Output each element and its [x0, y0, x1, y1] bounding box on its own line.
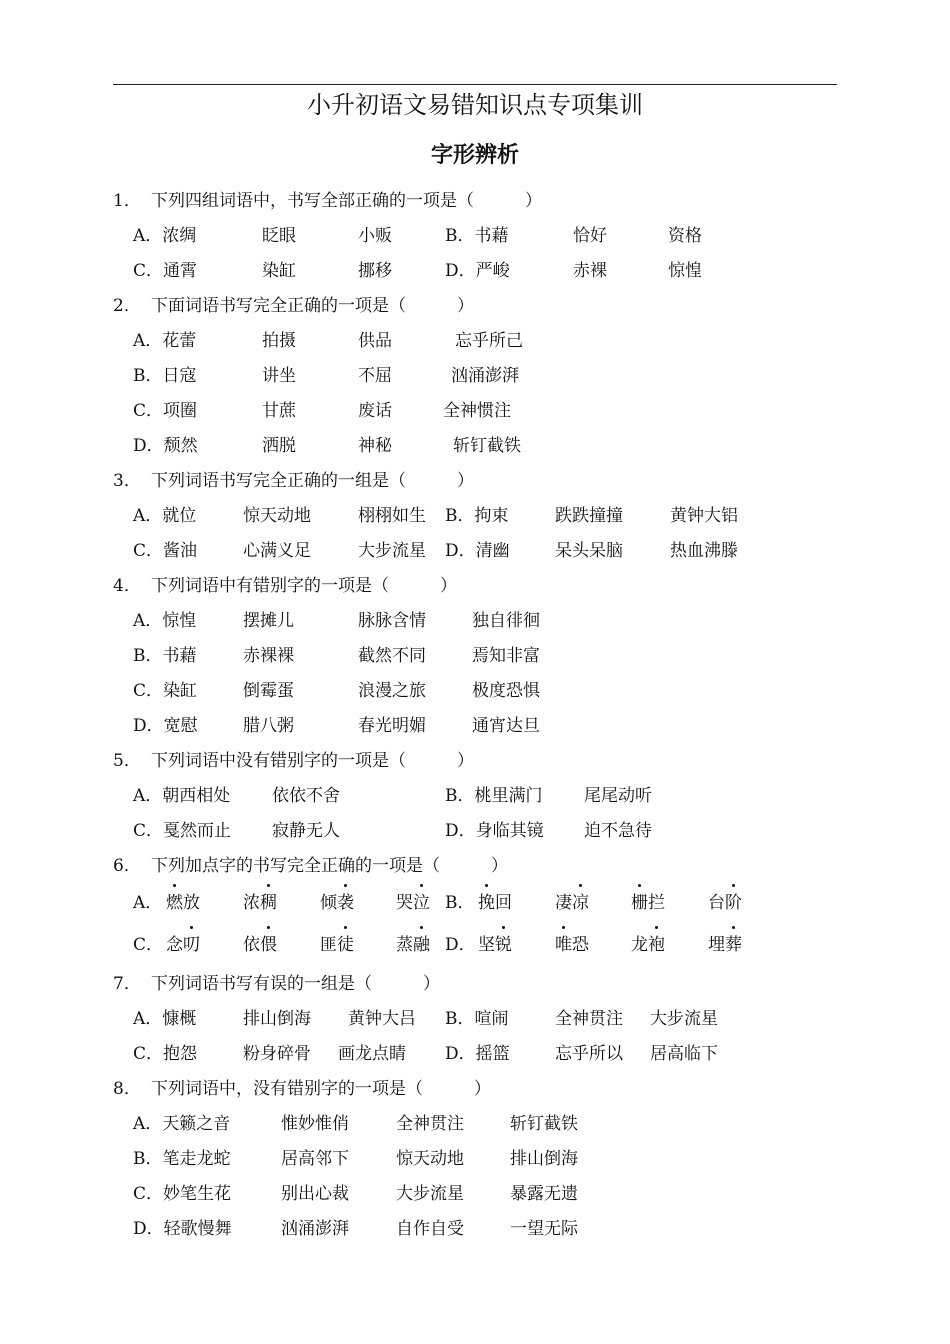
option-word: 腊八粥	[243, 716, 294, 736]
option-word: 惊天动地	[396, 1149, 464, 1169]
option-d-label: D．身临其镜	[445, 821, 544, 841]
option-word: 供品	[358, 331, 392, 351]
option-word: 大步流星	[650, 1009, 718, 1029]
q5-row-cd	[0, 819, 950, 845]
option-d-label: D．清幽	[445, 541, 510, 561]
q8-row-d	[0, 1217, 950, 1243]
dotted-char: 袍	[648, 935, 665, 955]
option-c-label: C．酱油	[133, 541, 198, 561]
option-b-label: B．喧闹	[445, 1009, 509, 1029]
option-word: 赤裸	[573, 261, 607, 281]
q4-row-c	[0, 679, 950, 705]
dotted-char: 叨	[183, 935, 200, 955]
option-word: 寂静无人	[272, 821, 340, 841]
option-word: 惊天动地	[243, 506, 311, 526]
dotted-char: 融	[413, 935, 430, 955]
option-word: 念叨	[166, 935, 200, 955]
option-word: 拍摄	[262, 331, 296, 351]
option-word: 黄钟大吕	[348, 1009, 416, 1029]
question-2	[113, 294, 474, 318]
q6-row-cd	[0, 933, 950, 959]
option-word: 一望无际	[510, 1219, 578, 1239]
option-word: 台阶	[708, 893, 742, 913]
q4-row-a	[0, 609, 950, 635]
option-word: 栅拦	[631, 893, 665, 913]
option-d-label: D．	[445, 935, 476, 955]
option-word: 自作自受	[396, 1219, 464, 1239]
option-word: 脉脉含情	[358, 611, 426, 631]
q3-row-ab	[0, 504, 950, 530]
option-word: 神秘	[358, 436, 392, 456]
option-word: 黄钟大铝	[670, 506, 738, 526]
dotted-char: 燃	[166, 893, 183, 913]
dotted-char: 锐	[495, 935, 512, 955]
question-number: 1．	[113, 191, 141, 211]
option-word: 染缸	[262, 261, 296, 281]
option-word: 倒霉蛋	[243, 681, 294, 701]
question-8	[113, 1077, 491, 1101]
option-word: 哭泣	[396, 893, 430, 913]
option-a-label: A．就位	[133, 506, 197, 526]
option-word: 埋葬	[708, 935, 742, 955]
question-stem: 下列四组词语中，书写全部正确的一项是（ ）	[151, 191, 542, 211]
question-number: 4．	[113, 576, 141, 596]
q5-row-ab	[0, 784, 950, 810]
dotted-char: 阶	[725, 893, 742, 913]
page-title: 小升初语文易错知识点专项集训	[307, 91, 643, 119]
dotted-char: 徒	[337, 935, 354, 955]
section-subtitle: 字形辨析	[430, 143, 519, 168]
option-d-label: D．颓然	[133, 436, 198, 456]
option-word: 讲坐	[262, 366, 296, 386]
option-word: 心满义足	[243, 541, 311, 561]
option-word: 匪徒	[320, 935, 354, 955]
option-b-label: B．书藉	[133, 646, 197, 666]
q2-row-b	[0, 364, 950, 390]
question-number: 7．	[113, 974, 141, 994]
q7-row-cd	[0, 1042, 950, 1068]
option-word: 惟妙惟俏	[281, 1114, 349, 1134]
option-word: 大步流星	[396, 1184, 464, 1204]
option-word: 小贩	[358, 226, 392, 246]
option-word: 蒸融	[396, 935, 430, 955]
question-stem: 下列词语中没有错别字的一项是（ ）	[151, 751, 474, 771]
option-word: 排山倒海	[243, 1009, 311, 1029]
option-a-label: A．浓绸	[133, 226, 197, 246]
option-a-label: A．花蕾	[133, 331, 197, 351]
option-d-label: D．摇篮	[445, 1044, 510, 1064]
question-5	[113, 749, 474, 773]
option-d-label: D．严峻	[445, 261, 510, 281]
option-word: 不屈	[358, 366, 392, 386]
option-word: 尾尾动听	[584, 786, 652, 806]
option-word: 摆摊儿	[243, 611, 294, 631]
option-word: 居高邻下	[281, 1149, 349, 1169]
dotted-char: 稠	[260, 893, 277, 913]
option-word: 全神贯注	[396, 1114, 464, 1134]
option-word: 忘乎所以	[555, 1044, 623, 1064]
option-a-label: A．朝西相处	[133, 786, 231, 806]
question-number: 8．	[113, 1079, 141, 1099]
option-word: 截然不同	[358, 646, 426, 666]
option-word: 眨眼	[262, 226, 296, 246]
q8-row-c	[0, 1182, 950, 1208]
dotted-char: 栅	[631, 893, 648, 913]
q3-row-cd	[0, 539, 950, 565]
option-word: 挪移	[358, 261, 392, 281]
option-word: 别出心裁	[281, 1184, 349, 1204]
option-word: 极度恐惧	[472, 681, 540, 701]
option-word: 暴露无遗	[510, 1184, 578, 1204]
option-b-label: B．笔走龙蛇	[133, 1149, 231, 1169]
option-word: 画龙点睛	[338, 1044, 406, 1064]
option-word: 通宵达旦	[472, 716, 540, 736]
dotted-char: 挽	[478, 893, 495, 913]
option-word: 忘乎所己	[455, 331, 523, 351]
option-word: 全神贯注	[555, 1009, 623, 1029]
option-word: 热血沸滕	[670, 541, 738, 561]
dotted-char: 凉	[572, 893, 589, 913]
option-a-label: A．天籁之音	[133, 1114, 231, 1134]
option-word: 全神惯注	[443, 401, 511, 421]
q7-row-ab	[0, 1007, 950, 1033]
option-word: 汹涌澎湃	[451, 366, 519, 386]
option-c-label: C．戛然而止	[133, 821, 232, 841]
option-word: 栩栩如生	[358, 506, 426, 526]
option-b-label: B．拘束	[445, 506, 509, 526]
question-6	[113, 854, 508, 878]
dotted-char: 偎	[260, 935, 277, 955]
option-word: 依依不舍	[272, 786, 340, 806]
option-a-label: A．慷概	[133, 1009, 197, 1029]
dotted-char: 泣	[413, 893, 430, 913]
question-number: 6．	[113, 856, 141, 876]
option-word: 废话	[358, 401, 392, 421]
option-b-label: B．日寇	[133, 366, 197, 386]
option-word: 唯恐	[555, 935, 589, 955]
question-7	[113, 972, 440, 996]
option-a-label: A．	[133, 893, 163, 913]
option-word: 迫不急待	[584, 821, 652, 841]
option-word: 排山倒海	[510, 1149, 578, 1169]
question-stem: 下列词语书写完全正确的一组是（ ）	[151, 471, 474, 491]
q8-row-b	[0, 1147, 950, 1173]
question-stem: 下面词语书写完全正确的一项是（ ）	[151, 296, 474, 316]
option-c-label: C．项圈	[133, 401, 198, 421]
option-c-label: C．抱怨	[133, 1044, 198, 1064]
question-stem: 下列词语书写有误的一组是（ ）	[151, 974, 440, 994]
option-word: 汹涌澎湃	[281, 1219, 349, 1239]
q2-row-d	[0, 434, 950, 460]
option-word: 资格	[668, 226, 702, 246]
option-word: 甘蔗	[262, 401, 296, 421]
option-word: 倾袭	[320, 893, 354, 913]
option-word: 凄凉	[555, 893, 589, 913]
option-word: 独自徘徊	[472, 611, 540, 631]
question-stem: 下列加点字的书写完全正确的一项是（ ）	[151, 856, 508, 876]
q1-row-ab	[0, 224, 950, 250]
q2-row-c	[0, 399, 950, 425]
option-word: 斩钉截铁	[510, 1114, 578, 1134]
question-4	[113, 574, 457, 598]
option-d-label: D．宽慰	[133, 716, 198, 736]
option-word: 依偎	[243, 935, 277, 955]
option-word: 春光明媚	[358, 716, 426, 736]
question-1	[113, 189, 542, 213]
option-word: 坚锐	[478, 935, 512, 955]
q4-row-d	[0, 714, 950, 740]
q4-row-b	[0, 644, 950, 670]
option-word: 龙袍	[631, 935, 665, 955]
option-word: 恰好	[573, 226, 607, 246]
option-b-label: B．桃里满门	[445, 786, 543, 806]
header-rule	[113, 84, 837, 85]
option-word: 燃放	[166, 893, 200, 913]
option-c-label: C．	[133, 935, 164, 955]
option-word: 呆头呆脑	[555, 541, 623, 561]
option-word: 粉身碎骨	[243, 1044, 311, 1064]
q1-row-cd	[0, 259, 950, 285]
option-b-label: B．书藉	[445, 226, 509, 246]
option-word: 跌跌撞撞	[555, 506, 623, 526]
dotted-char: 袭	[337, 893, 354, 913]
question-3	[113, 469, 474, 493]
dotted-char: 唯	[555, 935, 572, 955]
option-word: 挽回	[478, 893, 512, 913]
option-word: 居高临下	[650, 1044, 718, 1064]
question-number: 3．	[113, 471, 141, 491]
q2-row-a	[0, 329, 950, 355]
option-c-label: C．通霄	[133, 261, 198, 281]
option-word: 焉知非富	[472, 646, 540, 666]
option-b-label: B．	[445, 893, 475, 913]
dotted-char: 葬	[725, 935, 742, 955]
question-stem: 下列词语中，没有错别字的一项是（ ）	[151, 1079, 491, 1099]
option-word: 斩钉截铁	[453, 436, 521, 456]
option-word: 大步流星	[358, 541, 426, 561]
option-word: 浪漫之旅	[358, 681, 426, 701]
question-number: 5．	[113, 751, 141, 771]
option-word: 浓稠	[243, 893, 277, 913]
option-word: 赤裸裸	[243, 646, 294, 666]
q6-row-ab	[0, 891, 950, 917]
option-a-label: A．惊惶	[133, 611, 197, 631]
option-c-label: C．妙笔生花	[133, 1184, 232, 1204]
option-word: 惊惶	[668, 261, 702, 281]
q8-row-a	[0, 1112, 950, 1138]
option-c-label: C．染缸	[133, 681, 198, 701]
option-d-label: D．轻歌慢舞	[133, 1219, 232, 1239]
question-number: 2．	[113, 296, 141, 316]
question-stem: 下列词语中有错别字的一项是（ ）	[151, 576, 457, 596]
option-word: 洒脱	[262, 436, 296, 456]
